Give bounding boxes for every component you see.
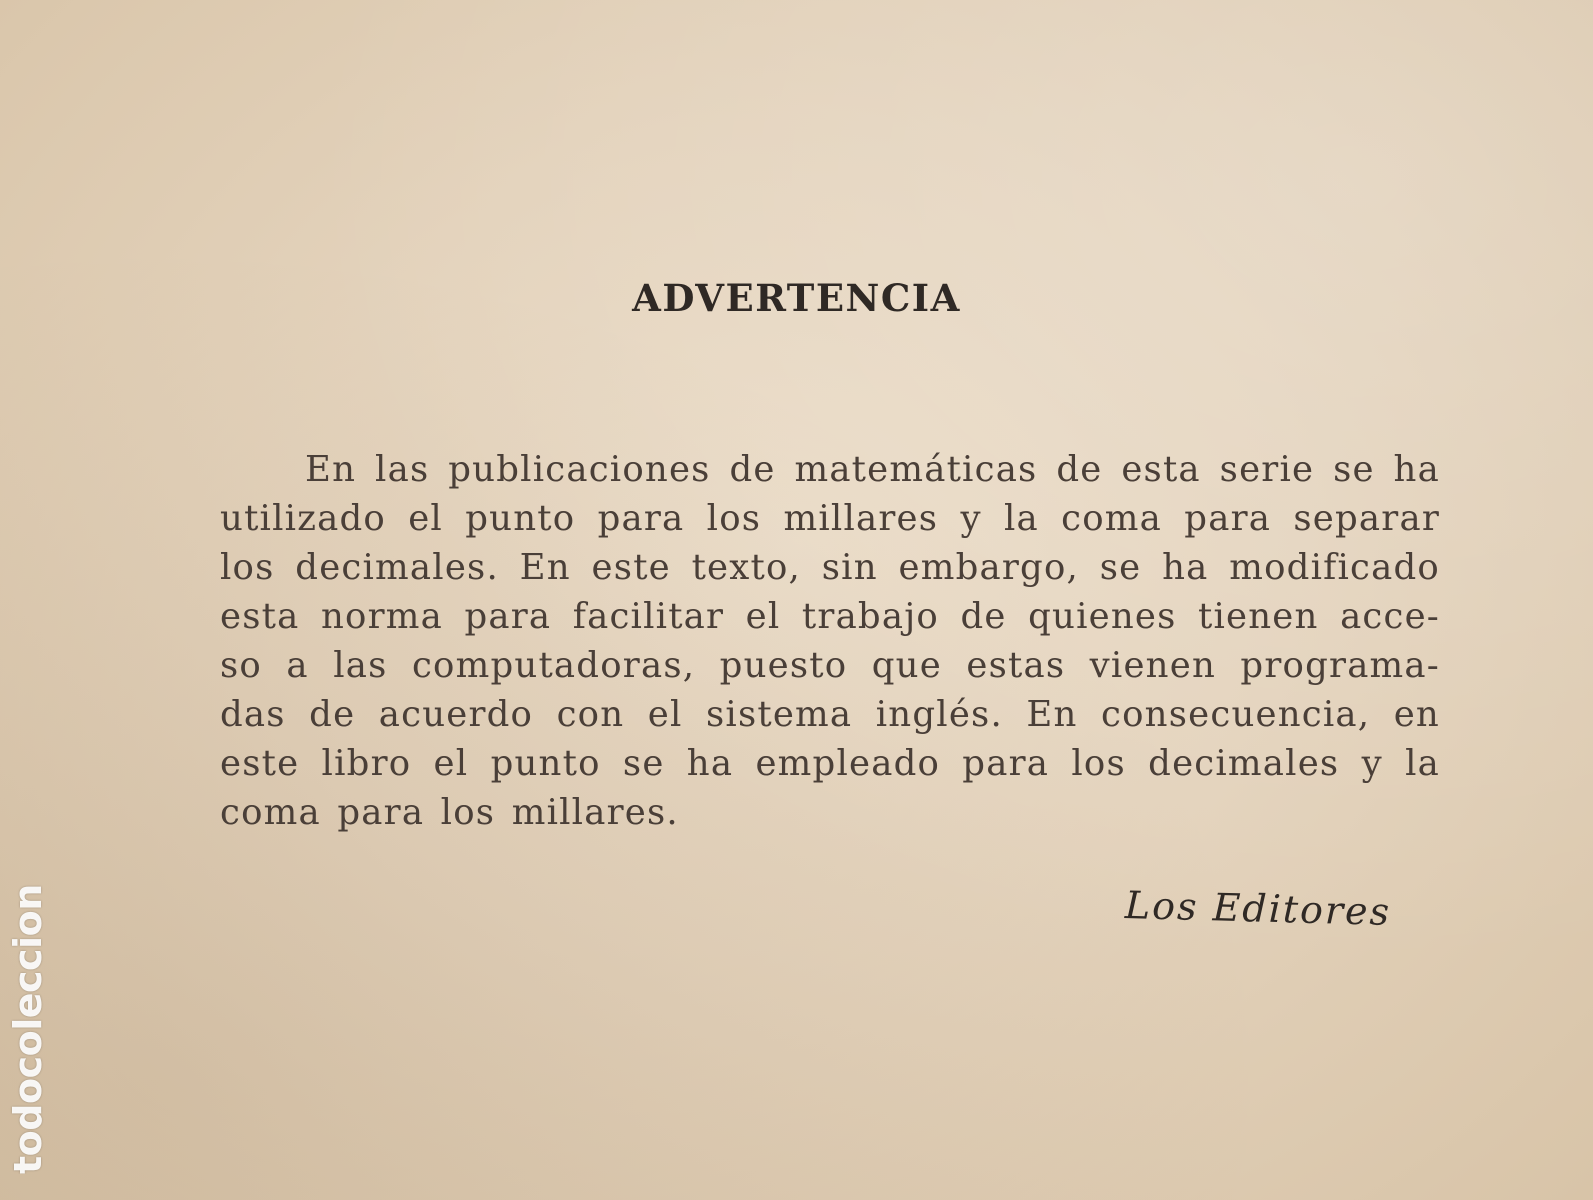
- paragraph-line: En las publicaciones de matemáticas de esta serie se ha: [305, 449, 1440, 490]
- paragraph-line: esta norma para facilitar el trabajo de quienes tienen acce-: [220, 596, 1440, 637]
- notice-paragraph: [220, 445, 1440, 837]
- paragraph-line: das de acuerdo con el sistema inglés. En consecuencia, en: [220, 694, 1440, 735]
- paragraph-line: coma para los millares.: [220, 792, 679, 833]
- page-heading: ADVERTENCIA: [632, 276, 961, 320]
- watermark-text: todocoleccion: [6, 884, 50, 1174]
- paragraph-line: los decimales. En este texto, sin embargo, se ha modificado: [220, 547, 1440, 588]
- signature: Los Editores: [1124, 883, 1392, 934]
- paragraph-line: so a las computadoras, puesto que estas vienen programa-: [220, 645, 1440, 686]
- paragraph-line: utilizado el punto para los millares y la coma para separar: [220, 498, 1440, 539]
- paragraph-line: este libro el punto se ha empleado para los decimales y la: [220, 743, 1440, 784]
- watermark: [6, 884, 50, 1174]
